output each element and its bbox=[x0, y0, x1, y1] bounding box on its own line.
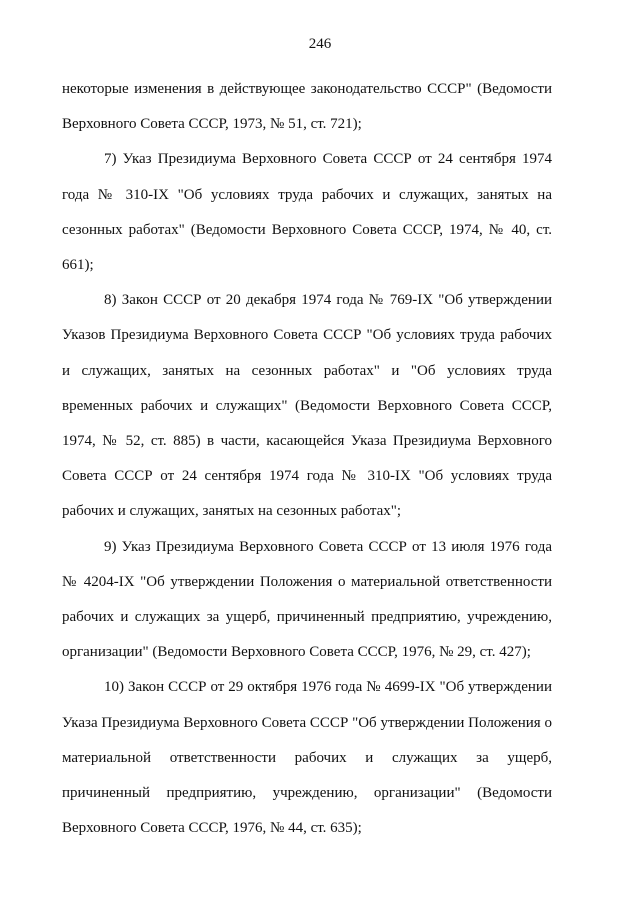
paragraph-item-7: 7) Указ Президиума Верховного Совета СССР от 24 сентября 1974 года № 310-IX "Об условиях труда рабочих и служащих, занятых на сезонных работах" (Ведомости Верховного Совета СССР, 1974, № 40, ст. 661); bbox=[62, 151, 552, 274]
paragraph-item-8: 8) Закон СССР от 20 декабря 1974 года № 769-IX "Об утверждении Указов Президиума Верховного Совета СССР "Об условиях труда рабочих и служащих, занятых на сезонных работах" и "Об условиях труда временных рабочих и служащих" (Ведомости Верховного Совета СССР, 1974, № 52, ст. 885) в части, касающейся Указа Президиума Верховного Совета СССР от 24 сентября 1974 года № 310-IX "Об условиях труда рабочих и служащих, занятых на сезонных работах"; bbox=[62, 292, 552, 520]
paragraph-item-10: 10) Закон СССР от 29 октября 1976 года № 4699-IX "Об утверждении Указа Президиума Верховного Совета СССР "Об утверждении Положения о материальной ответственности рабочих и служащих за ущерб, причиненный предприятию, учреждению, организации" (Ведомости Верховного Совета СССР, 1976, № 44, ст. 635); bbox=[62, 679, 552, 837]
paragraph-continuation: некоторые изменения в действующее законодательство СССР" (Ведомости Верховного Совета СССР, 1973, № 51, ст. 721); bbox=[62, 81, 552, 133]
paragraph-item-9: 9) Указ Президиума Верховного Совета СССР от 13 июля 1976 года № 4204-IX "Об утверждении Положения о материальной ответственности рабочих и служащих за ущерб, причиненный предприятию, учреждению, организации" (Ведомости Верховного Совета СССР, 1976, № 29, ст. 427); bbox=[62, 538, 552, 661]
document-body bbox=[62, 72, 552, 846]
page-number: 246 bbox=[308, 36, 332, 52]
